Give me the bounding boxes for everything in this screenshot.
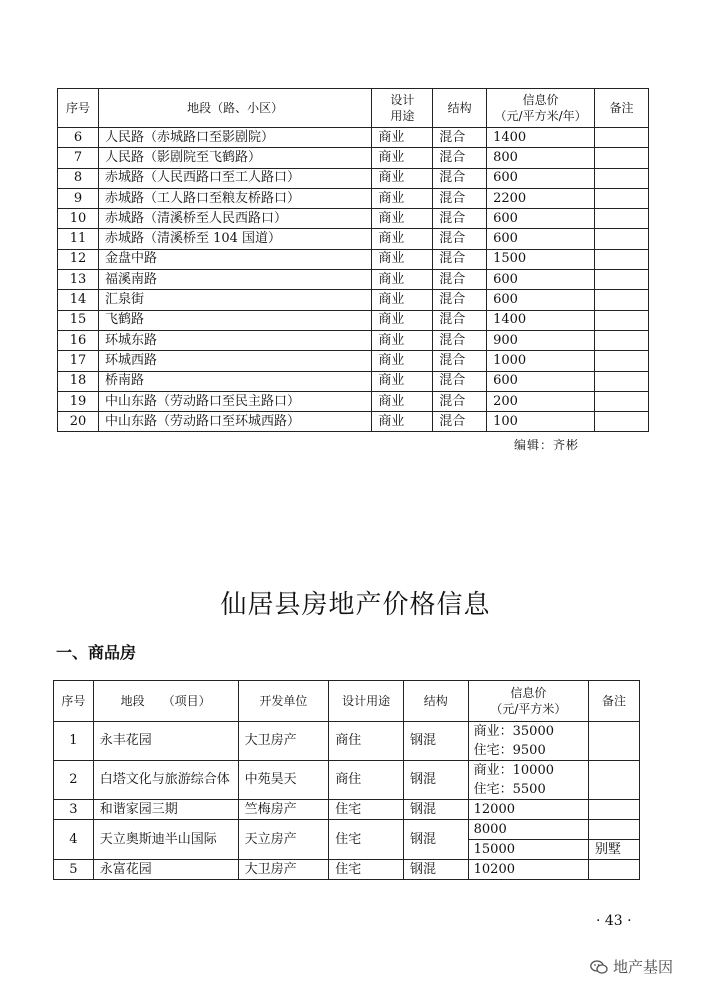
table-row xyxy=(58,330,649,350)
table-land-prices xyxy=(57,88,649,432)
cell-no: 14 xyxy=(58,290,99,310)
cell-note xyxy=(589,722,640,761)
table-row xyxy=(58,128,649,148)
cell-price: 600 xyxy=(487,270,595,290)
header-usage: 设计用途 xyxy=(329,681,404,722)
cell-structure: 钢混 xyxy=(403,800,468,820)
cell-usage: 商业 xyxy=(372,168,433,188)
cell-location: 永富花园 xyxy=(93,860,238,880)
cell-price: 600 xyxy=(487,209,595,229)
cell-location: 环城东路 xyxy=(98,330,371,350)
cell-usage: 商业 xyxy=(372,391,433,411)
cell-location: 中山东路（劳动路口至环城西路） xyxy=(98,412,371,432)
editor-credit: 编辑：齐彬 xyxy=(514,438,580,452)
cell-structure: 混合 xyxy=(433,310,487,330)
cell-structure: 钢混 xyxy=(403,860,468,880)
cell-no: 10 xyxy=(58,209,99,229)
cell-note xyxy=(589,800,640,820)
cell-structure: 混合 xyxy=(433,188,487,208)
cell-structure: 混合 xyxy=(433,391,487,411)
cell-location: 和谐家园三期 xyxy=(93,800,238,820)
cell-developer: 中苑昊天 xyxy=(238,761,329,800)
table-row xyxy=(58,371,649,391)
table-commercial-housing xyxy=(53,680,640,880)
cell-location: 人民路（赤城路口至影剧院） xyxy=(98,128,371,148)
cell-no: 8 xyxy=(58,168,99,188)
cell-structure: 混合 xyxy=(433,371,487,391)
cell-note xyxy=(595,412,649,432)
header-price: 信息价 （元/平方米） xyxy=(468,681,588,722)
cell-no: 5 xyxy=(54,860,94,880)
cell-note xyxy=(595,290,649,310)
cell-developer: 天立房产 xyxy=(238,820,329,860)
cell-price: 600 xyxy=(487,290,595,310)
header-structure: 结构 xyxy=(403,681,468,722)
table-header-row xyxy=(54,681,640,722)
cell-structure: 混合 xyxy=(433,128,487,148)
cell-developer: 大卫房产 xyxy=(238,860,329,880)
table-row xyxy=(54,860,640,880)
table-row xyxy=(58,412,649,432)
cell-price: 15000 xyxy=(468,840,588,860)
cell-note xyxy=(595,209,649,229)
cell-usage: 商住 xyxy=(329,722,404,761)
table-row xyxy=(54,800,640,820)
cell-note xyxy=(595,351,649,371)
cell-no: 9 xyxy=(58,188,99,208)
cell-usage: 商业 xyxy=(372,371,433,391)
cell-price: 商业：10000 xyxy=(468,761,588,781)
cell-price: 商业：35000 xyxy=(468,722,588,742)
cell-price: 1500 xyxy=(487,249,595,269)
cell-no: 12 xyxy=(58,249,99,269)
cell-no: 15 xyxy=(58,310,99,330)
cell-no: 7 xyxy=(58,148,99,168)
cell-note xyxy=(595,128,649,148)
cell-usage: 住宅 xyxy=(329,800,404,820)
cell-price: 1400 xyxy=(487,128,595,148)
cell-usage: 商业 xyxy=(372,270,433,290)
cell-note xyxy=(595,249,649,269)
watermark-text: 地产基因 xyxy=(613,958,674,976)
table-row xyxy=(58,310,649,330)
table-row xyxy=(58,209,649,229)
cell-location: 白塔文化与旅游综合体 xyxy=(93,761,238,800)
cell-structure: 钢混 xyxy=(403,722,468,761)
cell-price: 600 xyxy=(487,229,595,249)
cell-structure: 混合 xyxy=(433,290,487,310)
cell-usage: 商业 xyxy=(372,128,433,148)
cell-location: 福溪南路 xyxy=(98,270,371,290)
cell-no: 17 xyxy=(58,351,99,371)
cell-no: 18 xyxy=(58,371,99,391)
cell-no: 20 xyxy=(58,412,99,432)
cell-price: 800 xyxy=(487,148,595,168)
header-location: 地段 （项目） xyxy=(93,681,238,722)
section-heading: 一、商品房 xyxy=(56,643,137,662)
table-row xyxy=(58,148,649,168)
cell-usage: 商业 xyxy=(372,209,433,229)
cell-structure: 混合 xyxy=(433,209,487,229)
cell-location: 环城西路 xyxy=(98,351,371,371)
cell-structure: 混合 xyxy=(433,168,487,188)
cell-structure: 混合 xyxy=(433,270,487,290)
table-row xyxy=(58,290,649,310)
table-row xyxy=(58,270,649,290)
table-row xyxy=(58,188,649,208)
cell-no: 6 xyxy=(58,128,99,148)
cell-price: 1400 xyxy=(487,310,595,330)
header-price: 信息价 （元/平方米/年） xyxy=(487,89,595,128)
cell-location: 汇泉街 xyxy=(98,290,371,310)
cell-location: 人民路（影剧院至飞鹤路） xyxy=(98,148,371,168)
cell-note xyxy=(595,188,649,208)
cell-structure: 混合 xyxy=(433,249,487,269)
header-developer: 开发单位 xyxy=(238,681,329,722)
cell-price: 住宅：5500 xyxy=(468,780,588,800)
cell-price: 住宅：9500 xyxy=(468,741,588,761)
cell-price: 8000 xyxy=(468,820,588,840)
table-row xyxy=(58,351,649,371)
cell-location: 赤城路（清溪桥至人民西路口） xyxy=(98,209,371,229)
cell-location: 赤城路（人民西路口至工人路口） xyxy=(98,168,371,188)
cell-structure: 钢混 xyxy=(403,761,468,800)
cell-no: 19 xyxy=(58,391,99,411)
cell-price: 600 xyxy=(487,168,595,188)
cell-usage: 商业 xyxy=(372,249,433,269)
cell-usage: 住宅 xyxy=(329,860,404,880)
header-usage: 设计 用途 xyxy=(372,89,433,128)
cell-location: 永丰花园 xyxy=(93,722,238,761)
table-row xyxy=(54,722,640,742)
table-row xyxy=(54,761,640,781)
header-structure: 结构 xyxy=(433,89,487,128)
cell-note xyxy=(595,310,649,330)
cell-usage: 商业 xyxy=(372,330,433,350)
table-row xyxy=(58,249,649,269)
cell-usage: 住宅 xyxy=(329,820,404,860)
cell-developer: 大卫房产 xyxy=(238,722,329,761)
header-note: 备注 xyxy=(595,89,649,128)
cell-note xyxy=(595,391,649,411)
cell-price: 200 xyxy=(487,391,595,411)
cell-price: 2200 xyxy=(487,188,595,208)
cell-note xyxy=(589,820,640,840)
watermark xyxy=(590,956,673,977)
table-row xyxy=(58,391,649,411)
cell-no: 11 xyxy=(58,229,99,249)
header-location: 地段（路、小区） xyxy=(98,89,371,128)
cell-usage: 商业 xyxy=(372,290,433,310)
table-header-row xyxy=(58,89,649,128)
cell-note xyxy=(595,270,649,290)
header-no: 序号 xyxy=(54,681,94,722)
cell-no: 3 xyxy=(54,800,94,820)
cell-no: 2 xyxy=(54,761,94,800)
cell-structure: 钢混 xyxy=(403,820,468,860)
cell-price: 100 xyxy=(487,412,595,432)
cell-note xyxy=(595,229,649,249)
cell-usage: 商业 xyxy=(372,351,433,371)
cell-location: 天立奥斯迪半山国际 xyxy=(93,820,238,860)
page-title: 仙居县房地产价格信息 xyxy=(220,590,491,620)
cell-location: 赤城路（工人路口至粮友桥路口） xyxy=(98,188,371,208)
cell-no: 16 xyxy=(58,330,99,350)
cell-note xyxy=(595,330,649,350)
cell-usage: 商住 xyxy=(329,761,404,800)
cell-usage: 商业 xyxy=(372,148,433,168)
cell-structure: 混合 xyxy=(433,351,487,371)
header-note: 备注 xyxy=(589,681,640,722)
cell-note xyxy=(589,860,640,880)
cell-no: 4 xyxy=(54,820,94,860)
cell-price: 1000 xyxy=(487,351,595,371)
cell-location: 中山东路（劳动路口至民主路口） xyxy=(98,391,371,411)
cell-note: 别墅 xyxy=(589,840,640,860)
cell-price: 12000 xyxy=(468,800,588,820)
cell-price: 600 xyxy=(487,371,595,391)
table-row xyxy=(58,168,649,188)
cell-location: 赤城路（清溪桥至 104 国道） xyxy=(98,229,371,249)
cell-note xyxy=(595,371,649,391)
cell-usage: 商业 xyxy=(372,229,433,249)
cell-developer: 竺梅房产 xyxy=(238,800,329,820)
table-row xyxy=(58,229,649,249)
cell-usage: 商业 xyxy=(372,310,433,330)
cell-price: 900 xyxy=(487,330,595,350)
cell-note xyxy=(589,761,640,800)
cell-structure: 混合 xyxy=(433,229,487,249)
cell-usage: 商业 xyxy=(372,412,433,432)
cell-location: 桥南路 xyxy=(98,371,371,391)
cell-location: 飞鹤路 xyxy=(98,310,371,330)
cell-no: 13 xyxy=(58,270,99,290)
wechat-icon xyxy=(590,960,608,974)
cell-note xyxy=(595,148,649,168)
cell-structure: 混合 xyxy=(433,412,487,432)
cell-price: 10200 xyxy=(468,860,588,880)
header-no: 序号 xyxy=(58,89,99,128)
cell-structure: 混合 xyxy=(433,148,487,168)
cell-location: 金盘中路 xyxy=(98,249,371,269)
cell-no: 1 xyxy=(54,722,94,761)
table-row xyxy=(54,820,640,840)
page-number: · 43 · xyxy=(596,913,632,929)
cell-note xyxy=(595,168,649,188)
cell-usage: 商业 xyxy=(372,188,433,208)
cell-structure: 混合 xyxy=(433,330,487,350)
